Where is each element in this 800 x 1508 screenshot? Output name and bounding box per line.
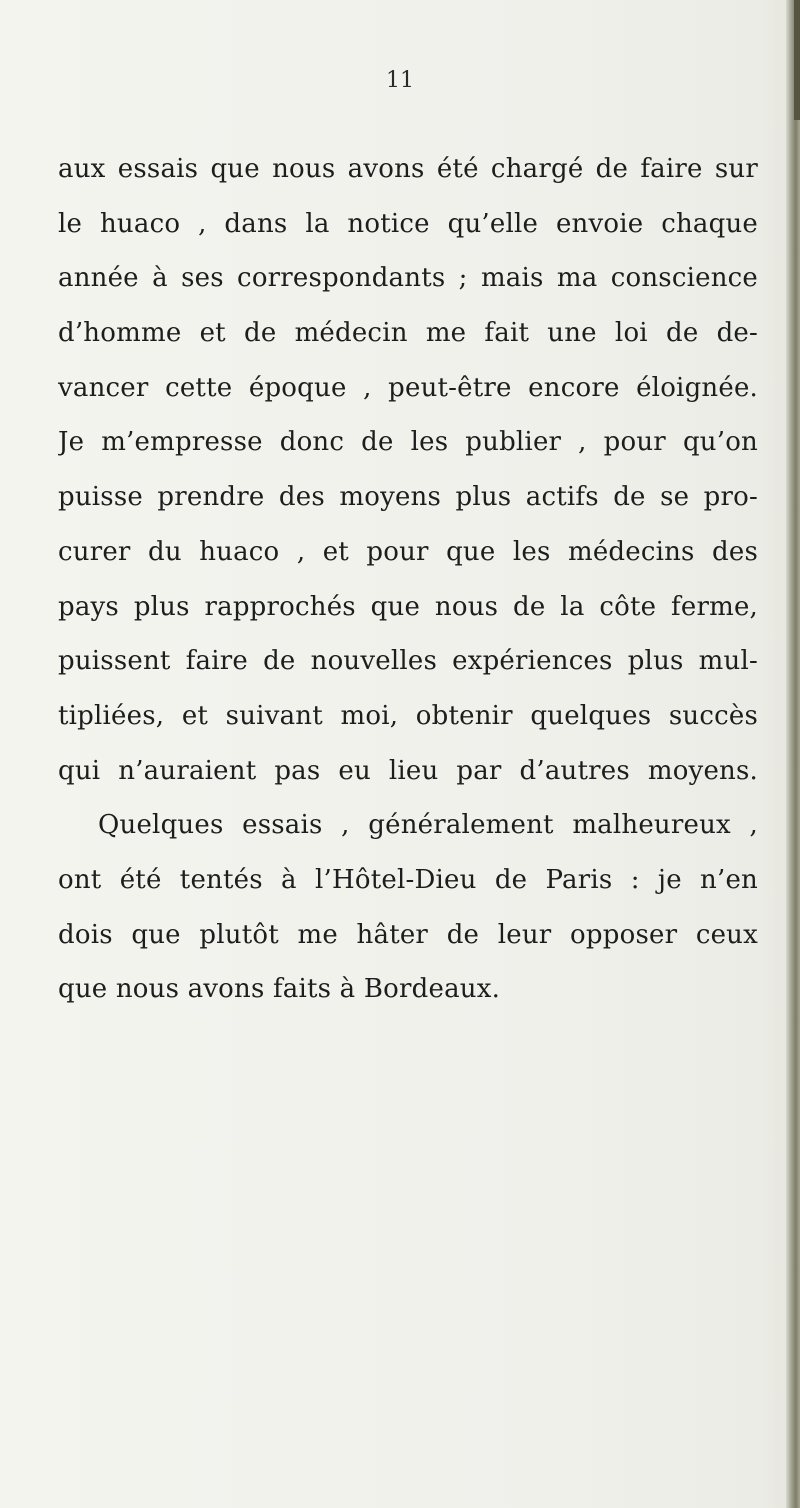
page-edge-dark bbox=[794, 0, 800, 120]
text-line: le huaco , dans la notice qu’elle envoie chaque bbox=[58, 208, 758, 239]
text-line: année à ses correspondants ; mais ma conscience bbox=[58, 263, 758, 294]
text-line: ont été tentés à l’Hôtel-Dieu de Paris : je n’en bbox=[58, 864, 758, 895]
text-line: dois que plutôt me hâter de leur opposer ceux bbox=[58, 919, 758, 950]
text-line: puissent faire de nouvelles expériences plus mul- bbox=[58, 646, 758, 677]
text-line: Je m’empresse donc de les publier , pour qu’on bbox=[58, 427, 758, 458]
page-number: 11 bbox=[386, 68, 414, 93]
text-line-paragraph-start: Quelques essais , généralement malheureux , bbox=[98, 810, 758, 841]
text-line: vancer cette époque , peut-être encore éloignée. bbox=[58, 372, 758, 403]
text-line: qui n’auraient pas eu lieu par d’autres moyens. bbox=[58, 755, 758, 786]
text-line: aux essais que nous avons été chargé de faire sur bbox=[58, 154, 758, 184]
text-line: d’homme et de médecin me fait une loi de de- bbox=[58, 318, 758, 349]
text-line: curer du huaco , et pour que les médecins des bbox=[58, 536, 758, 567]
text-line: puisse prendre des moyens plus actifs de se pro- bbox=[58, 482, 758, 513]
text-line-last: que nous avons faits à Bordeaux. bbox=[58, 974, 501, 1005]
body-text bbox=[58, 142, 758, 1017]
page-edge-shadow bbox=[786, 0, 800, 1508]
text-line: pays plus rapprochés que nous de la côte ferme, bbox=[58, 591, 758, 622]
text-line: tipliées, et suivant moi, obtenir quelques succès bbox=[58, 700, 758, 731]
